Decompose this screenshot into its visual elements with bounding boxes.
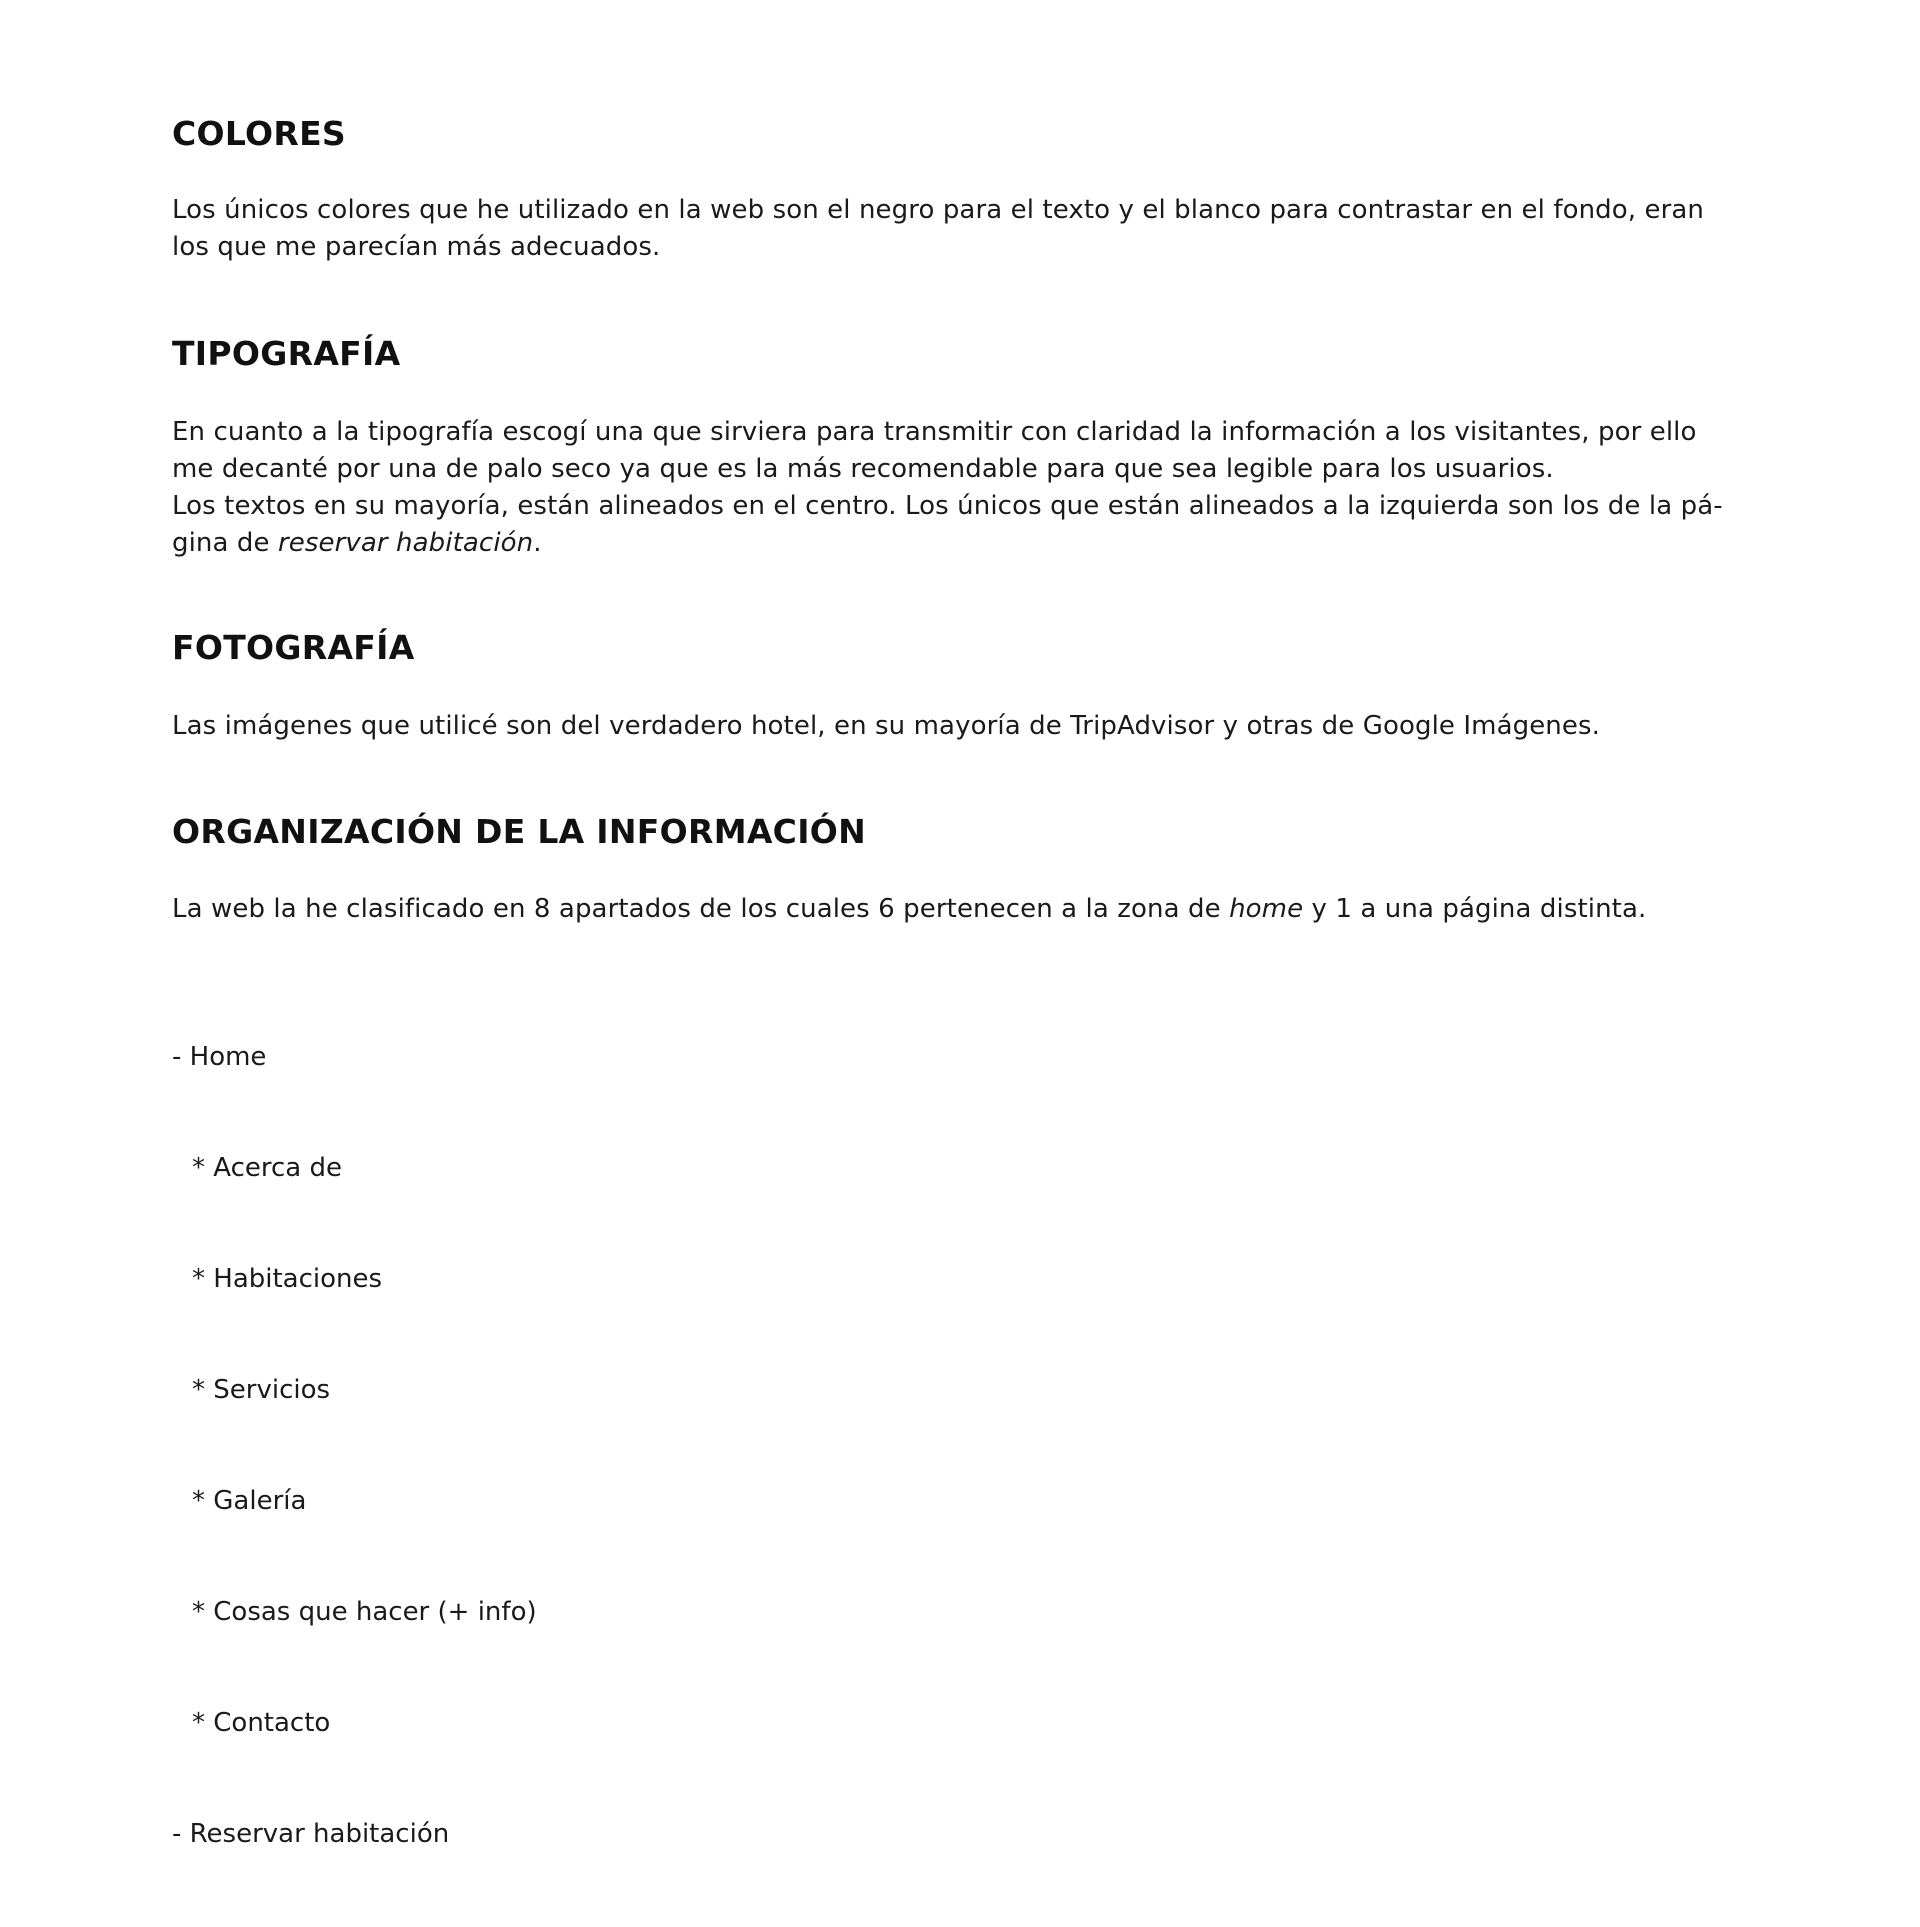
colores-paragraph: [172, 192, 1704, 266]
list-item-home: - Home: [172, 1042, 267, 1072]
tipografia-italic-term: reservar habitación: [277, 528, 534, 558]
fotografia-line-1: Las imágenes que utilicé son del verdadero hotel, en su mayoría de TripAdvisor y otras de Google Imágenes.: [172, 711, 1600, 741]
tipografia-line-1: En cuanto a la tipografía escogí una que sirviera para transmitir con claridad la información a los visitantes, por ello: [172, 417, 1697, 447]
tipografia-paragraph: [172, 414, 1723, 562]
list-item-habitaciones: * Habitaciones: [192, 1264, 383, 1294]
tipografia-line-4-suffix: .: [533, 528, 542, 558]
colores-line-2: los que me parecían más adecuados.: [172, 232, 661, 262]
organizacion-intro: [172, 891, 1646, 928]
tipografia-line-2: me decanté por una de palo seco ya que es la más recomendable para que sea legible para los usuarios.: [172, 454, 1554, 484]
organizacion-italic-term: home: [1229, 894, 1304, 924]
section-heading-colores: COLORES: [172, 114, 346, 153]
organizacion-intro-prefix: La web la he clasificado en 8 apartados de los cuales 6 pertenecen a la zona de: [172, 894, 1230, 924]
tipografia-line-3: Los textos en su mayoría, están alineados en el centro. Los únicos que están alineados a la izquierda son los de la pá-: [172, 491, 1723, 521]
tipografia-line-4-prefix: gina de: [172, 528, 278, 558]
list-item-contacto: * Contacto: [192, 1708, 331, 1738]
site-structure-list: [172, 965, 537, 1927]
section-heading-fotografia: FOTOGRAFÍA: [172, 628, 415, 667]
colores-line-1: Los únicos colores que he utilizado en la web son el negro para el texto y el blanco para contrastar en el fondo, eran: [172, 195, 1704, 225]
list-item-reservar: - Reservar habitación: [172, 1819, 450, 1849]
list-item-acerca-de: * Acerca de: [192, 1153, 342, 1183]
section-heading-tipografia: TIPOGRAFÍA: [172, 334, 401, 373]
tipografia-line-4: [172, 525, 1723, 562]
list-item-galeria: * Galería: [192, 1486, 307, 1516]
section-heading-organizacion: ORGANIZACIÓN DE LA INFORMACIÓN: [172, 812, 867, 851]
list-item-servicios: * Servicios: [192, 1375, 331, 1405]
fotografia-paragraph: [172, 708, 1600, 745]
organizacion-intro-suffix: y 1 a una página distinta.: [1303, 894, 1647, 924]
list-item-cosas-que-hacer: * Cosas que hacer (+ info): [192, 1597, 537, 1627]
